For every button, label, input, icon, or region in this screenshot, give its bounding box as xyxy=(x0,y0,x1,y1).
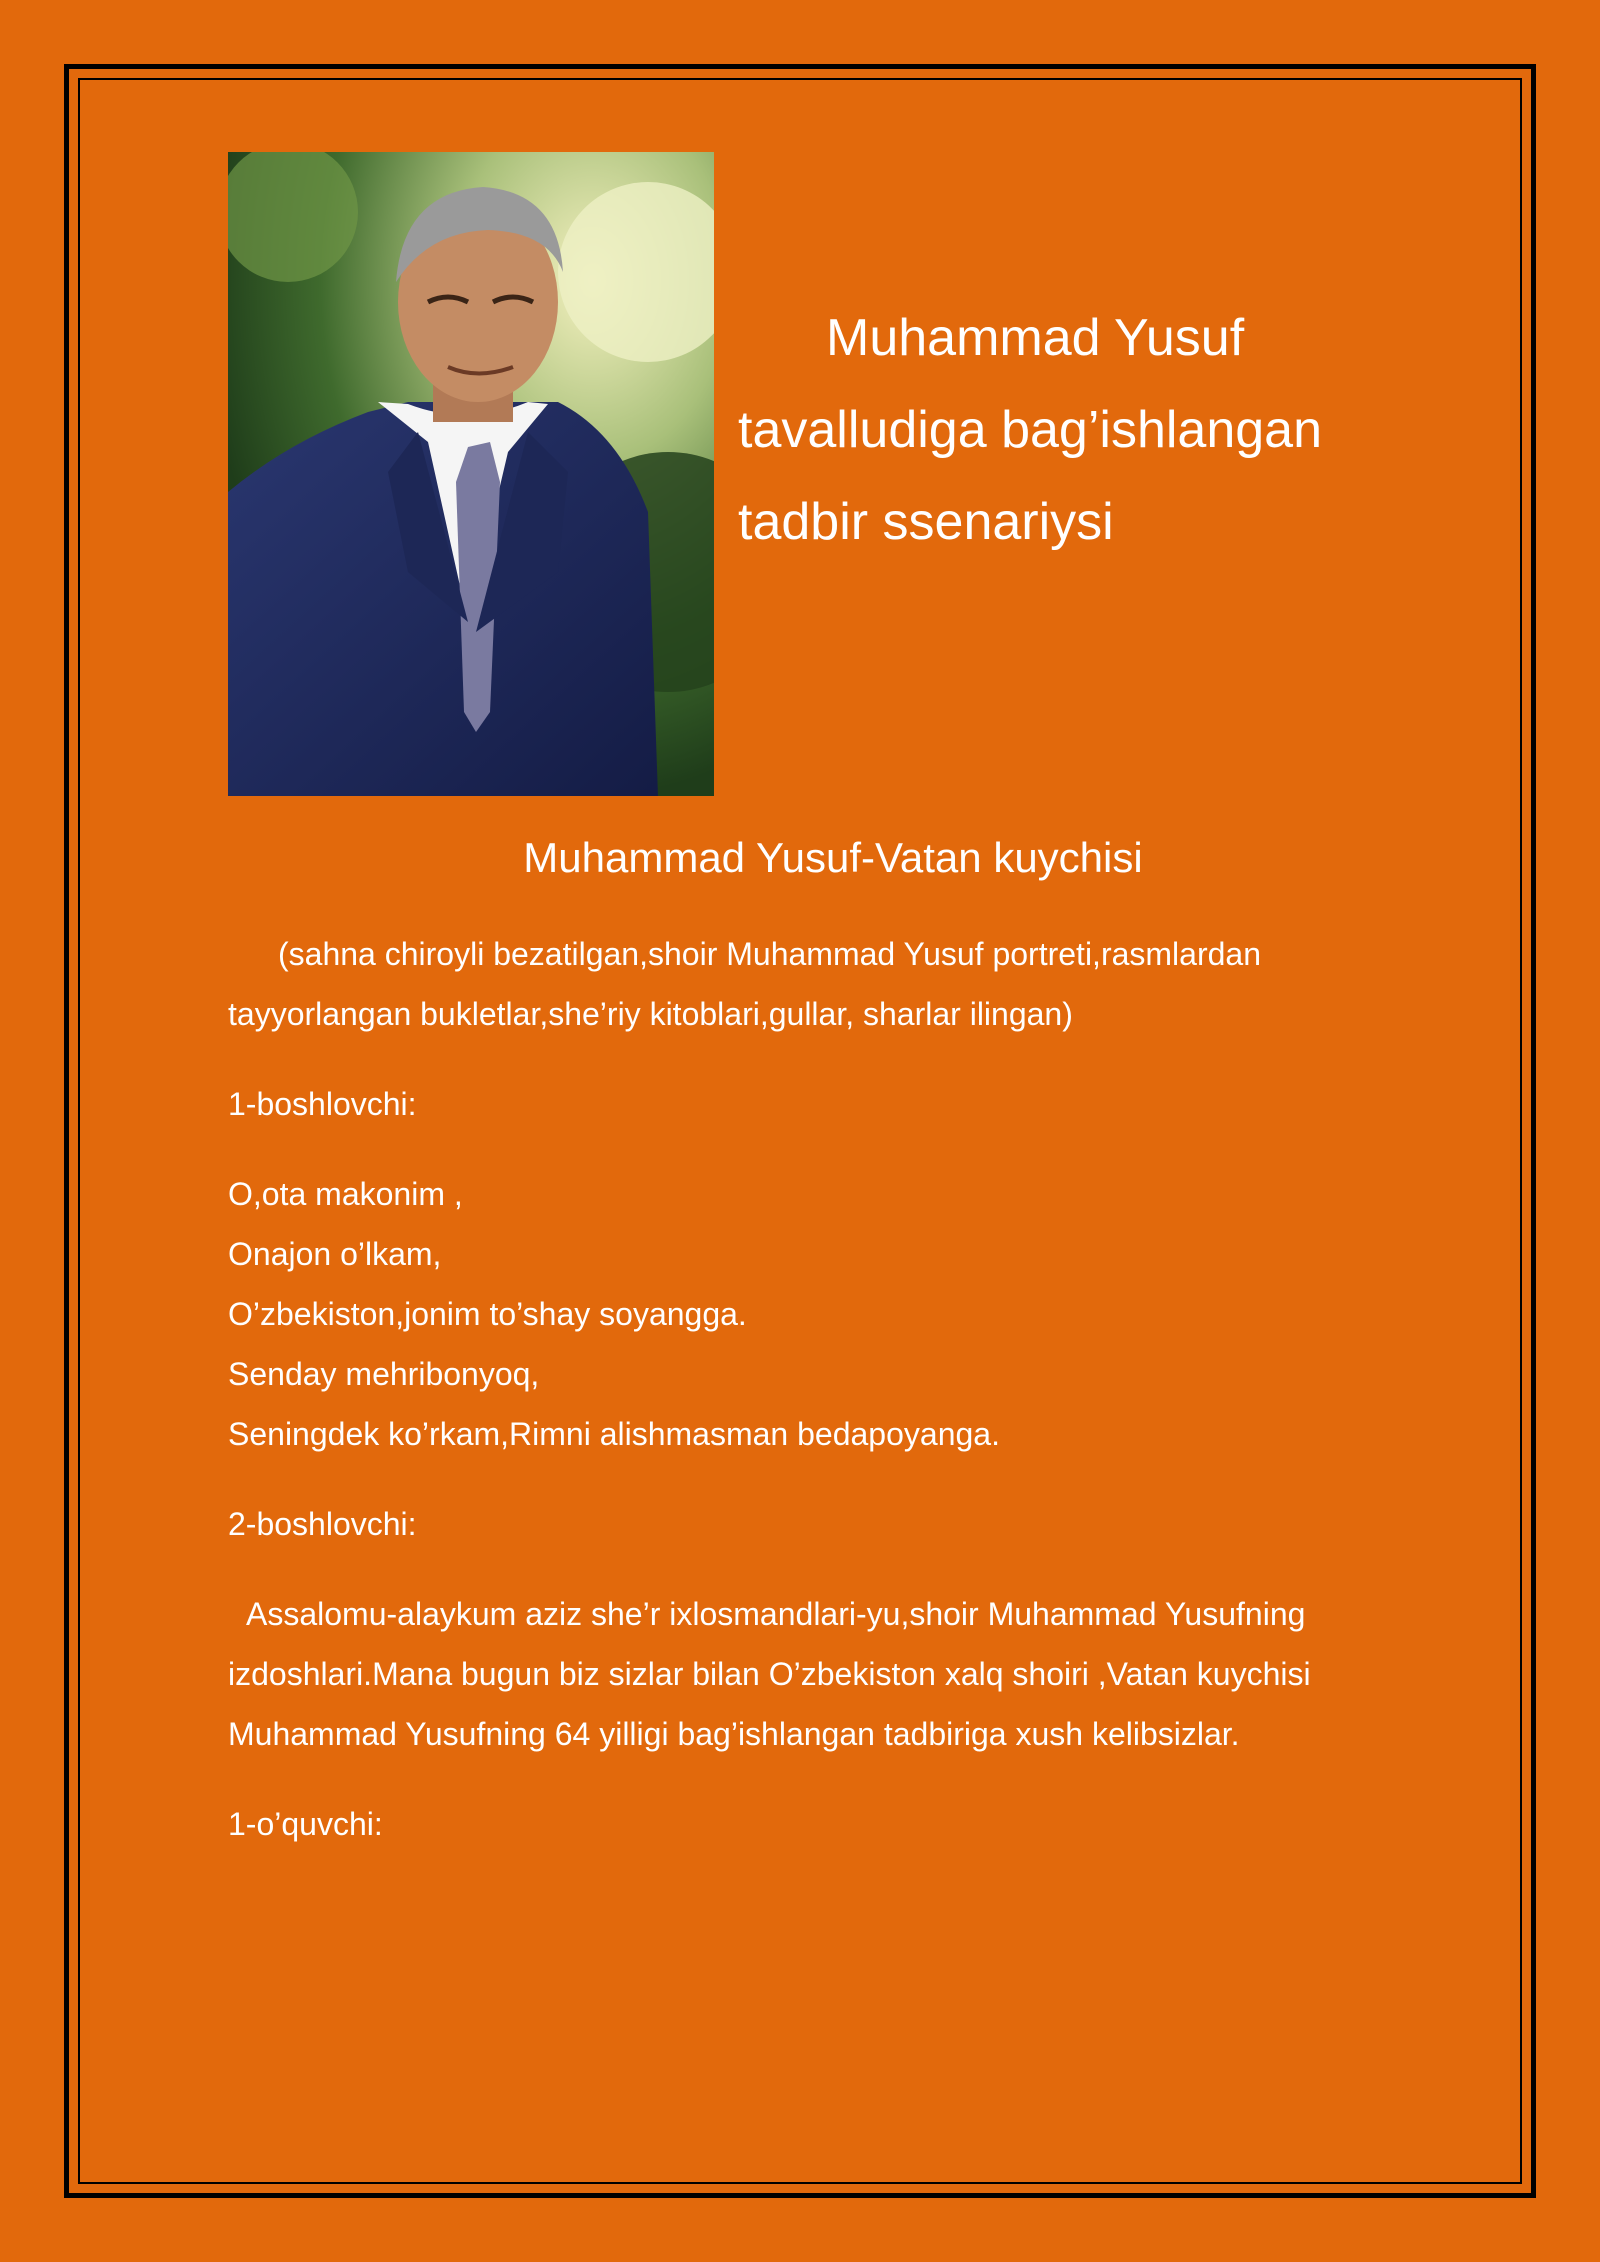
document-body xyxy=(228,822,1438,1884)
poem-line: Seningdek ko’rkam,Rimni alishmasman bedapoyanga. xyxy=(228,1416,1000,1452)
title-line-3: tadbir ssenariysi xyxy=(738,493,1114,551)
portrait-photo xyxy=(228,152,714,796)
title-line-2: tavalludiga bag’ishlangan xyxy=(738,401,1323,459)
poem-line: Senday mehribonyoq, xyxy=(228,1356,540,1392)
poem xyxy=(228,1164,1438,1464)
poem-line: Onajon o’lkam, xyxy=(228,1236,442,1272)
speaker-label-1: 1-boshlovchi: xyxy=(228,1086,417,1122)
poem-line: O,ota makonim , xyxy=(228,1176,463,1212)
title-line-1: Muhammad Yusuf xyxy=(826,309,1245,367)
subtitle: Muhammad Yusuf-Vatan kuychisi xyxy=(523,834,1143,881)
speaker-label-3: 1-o’quvchi: xyxy=(228,1806,383,1842)
speaker-label-2: 2-boshlovchi: xyxy=(228,1506,417,1542)
document-title xyxy=(738,292,1438,568)
greeting-paragraph: Assalomu-alaykum aziz she’r ixlosmandlari-yu,shoir Muhammad Yusufning izdoshlari.Mana bugun biz sizlar bilan O’zbekiston xalq shoiri ,Vatan kuychisi Muhammad Yusufning 64 yilligi bag’ishlangan tadbiriga xush kelibsizlar. xyxy=(228,1596,1311,1752)
poem-line: O’zbekiston,jonim to’shay soyangga. xyxy=(228,1296,747,1332)
stage-note: (sahna chiroyli bezatilgan,shoir Muhammad Yusuf portreti,rasmlardan tayyorlangan bukletlar,she’riy kitoblari,gullar, sharlar ilingan) xyxy=(228,936,1261,1032)
